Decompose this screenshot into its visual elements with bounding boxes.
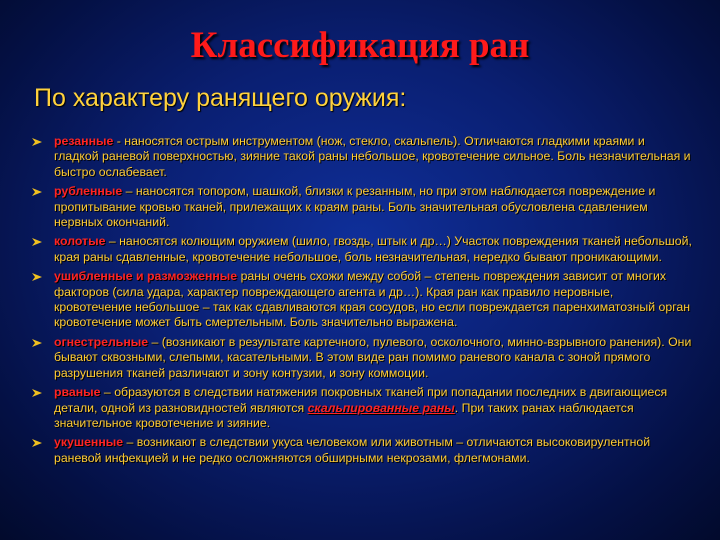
wound-type-description: раны очень схожи между собой – степень повреждения зависит от многих факторов (сила удара, характер повреждающего агента и др…). Края ран как правило неровные, кровотечение небольшое – так как сдавливаются края сосудов, но если повреждается паренхиматозный орган кровотечение может быть смертельным. Боль значительно выражена.	[54, 269, 691, 330]
wound-type-term: укушенные	[54, 435, 124, 450]
wound-type-term: рваные	[54, 385, 101, 400]
wound-type-description: – (возникают в результате картечного, пулевого, осколочного, минно-взрывного ранения). Они бывают сквозными, слепыми, касательными. В этом виде ран помимо раневого канала с зоной прямого разрушения тканей различают и зону контузии, и зону коммоции.	[54, 334, 692, 380]
list-item	[32, 184, 692, 230]
arrow-bullet-icon	[32, 138, 42, 146]
list-item	[32, 335, 692, 381]
arrow-bullet-icon	[32, 389, 42, 397]
page-title: Классификация ран	[190, 25, 530, 66]
wound-type-description-continued: . При таких ранах наблюдается значительное кровотечение и зияние.	[54, 400, 634, 430]
wound-type-description: – наносятся топором, шашкой, близки к резанным, но при этом наблюдается повреждение и пропитывание кровью тканей, прилежащих к краям раны. Боль значительная обусловлена сдавлением нервных окончаний.	[54, 184, 656, 230]
arrow-bullet-icon	[32, 439, 42, 447]
scalped-wounds-link[interactable]: скальпированные раны	[307, 400, 455, 415]
arrow-bullet-icon	[32, 238, 42, 246]
subtitle: По характеру ранящего оружия:	[34, 84, 407, 112]
list-item	[32, 385, 692, 431]
wound-type-description: – возникают в следствии укуса человеком или животным – отличаются высоковирулентной раневой инфекцией и не редко осложняются обширными некрозами, флегмонами.	[54, 435, 651, 465]
list-item	[32, 134, 692, 180]
wound-type-term: резанные	[54, 134, 114, 148]
wound-type-term: рубленные	[54, 184, 123, 199]
wound-type-description: - наносятся острым инструментом (нож, стекло, скальпель). Отличаются гладкими краями и гладкой раневой поверхностью, зияние такой раны небольшое, кровотечение сильное. Боль незначительная и быстро ослабевает.	[54, 134, 691, 179]
wound-type-description: – наносятся колющим оружием (шило, гвоздь, штык и др…) Участок повреждения тканей небольшой, края раны сдавленные, кровотечение небольшое, боль незначительная, нередко бывают проникающими.	[54, 234, 692, 264]
arrow-bullet-icon	[32, 273, 42, 281]
wound-type-term: ушибленные и размозженные	[54, 269, 238, 284]
list-item	[32, 234, 692, 265]
arrow-bullet-icon	[32, 188, 42, 196]
wound-type-term: колотые	[54, 234, 106, 249]
arrow-bullet-icon	[32, 339, 42, 347]
list-item	[32, 269, 692, 331]
wound-type-description: – образуются в следствии натяжения покровных тканей при попадании последних в двигающиеся детали, одной из разновидностей являются	[54, 385, 668, 415]
wound-type-term: огнестрельные	[54, 334, 149, 349]
classification-list	[32, 134, 692, 470]
list-item	[32, 435, 692, 466]
